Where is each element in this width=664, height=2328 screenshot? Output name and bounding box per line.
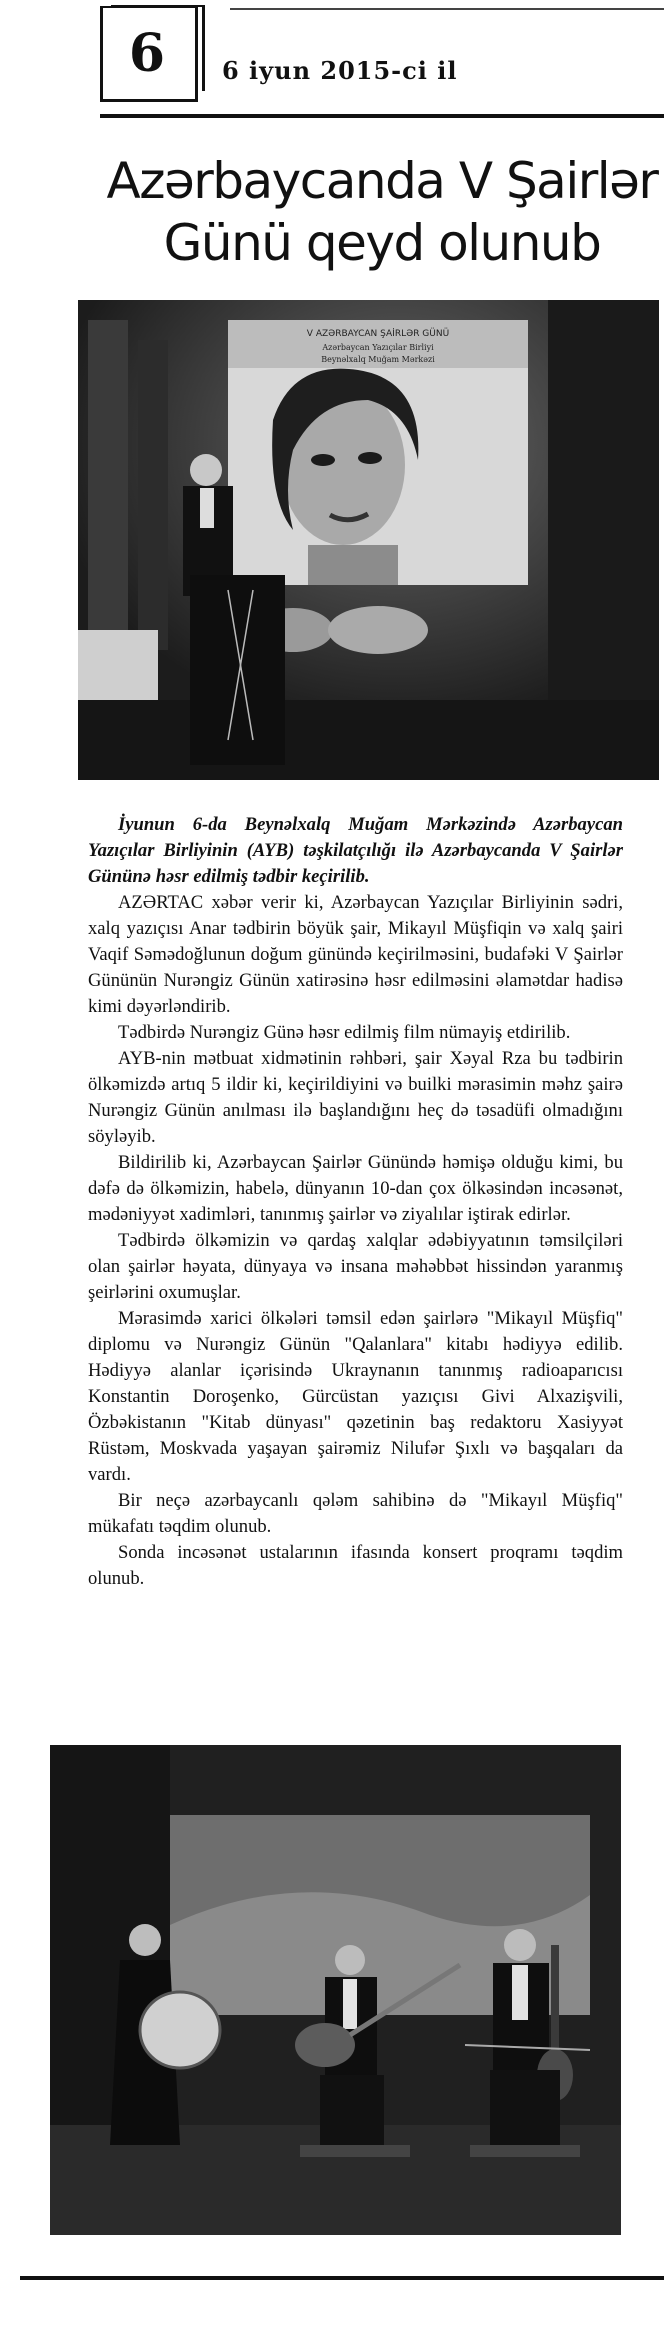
headline: [100, 150, 664, 274]
banner-subtitle-2: Beynəlxalq Muğam Mərkəzi: [321, 355, 435, 364]
banner-title: V AZƏRBAYCAN ŞAİRLƏR GÜNÜ: [306, 329, 450, 339]
article-paragraph: Sonda incəsənət ustalarının ifasında konsert proqramı təqdim olunub.: [88, 1542, 623, 1589]
article-paragraph: Mərasimdə xarici ölkələri təmsil edən şairlərə "Mikayıl Müşfiq" diplomu və Nurəngiz Günün "Qalanlara" kitabı hədiyyə edilib. Hədiyyə alanlar içərisində Ukraynanın tanınmış radioaparıcısı Konstantin Doroşenko, Gürcüstan yazıçısı Givi Alxazişvili, Özbəkistanın "Kitab dünyası" qəzetinin baş redaktoru Xasiyyət Rüstəm, Moskvada yaşayan şairəmiz Nilufər Şıxlı və başqaları da vardı.: [88, 1308, 623, 1485]
page-number: 6: [128, 23, 166, 84]
article-paragraph: AZƏRTAC xəbər verir ki, Azərbaycan Yazıçılar Birliyinin sədri, xalq yazıçısı Anar tədbirin böyük şair, Mikayıl Müşfiqin və xalq şairi Vaqif Səmədoğlunun doğum günündə keçirilməsini, budafəki V Şairlər Gününün Nurəngiz Günün xatirəsinə həsr edilməsini əlamətdar hadisə kimi dəyərləndirib.: [88, 892, 623, 1017]
headline-line-2: Günü qeyd olunub: [163, 214, 601, 272]
photo-concert: [50, 1745, 621, 2235]
ceremony-stage-image: [78, 300, 659, 780]
concert-image: [50, 1745, 621, 2235]
footer-rule: [20, 2276, 664, 2280]
article-lead: İyunun 6-da Beynəlxalq Muğam Mərkəzində Azərbaycan Yazıçılar Birliyinin (AYB) təşkilatçılığı ilə Azərbaycanda V Şairlər Gününə həsr edilmiş tədbir keçirilib.: [88, 814, 623, 887]
issue-date: 6 iyun 2015-ci il: [222, 56, 458, 85]
article-body: [88, 812, 623, 1592]
article-paragraph: Tədbirdə Nurəngiz Günə həsr edilmiş film nümayiş etdirilib.: [118, 1022, 571, 1043]
page-number-box: [100, 6, 198, 102]
article-paragraph: AYB-nin mətbuat xidmətinin rəhbəri, şair Xəyal Rza bu tədbirin ölkəmizdə artıq 5 ildir ki, keçirildiyini və builki mərasimin məhz şairə Nurəngiz Günün anılması ilə başlandığını heç də təsadüfi olmadığını söyləyib.: [88, 1048, 623, 1147]
headline-line-1: Azərbaycanda V Şairlər: [106, 152, 658, 210]
article-paragraph: Tədbirdə ölkəmizin və qardaş xalqlar ədəbiyyatının təmsilçiləri olan şairlər həyata, dünyaya və insana məhəbbət hissindən yaranmış şeirlərini oxumuşlar.: [88, 1230, 623, 1303]
banner-subtitle-1: Azərbaycan Yazıçılar Birliyi: [322, 343, 434, 352]
header-rule: [100, 114, 664, 118]
article-paragraph: Bir neçə azərbaycanlı qələm sahibinə də "Mikayıl Müşfiq" mükafatı təqdim olunub.: [88, 1490, 623, 1537]
photo-ceremony-stage: [78, 300, 659, 780]
header-top-rule: [230, 8, 664, 10]
article-paragraph: Bildirilib ki, Azərbaycan Şairlər Günündə həmişə olduğu kimi, bu dəfə də ölkəmizin, habelə, dünyanın 10-dan çox ölkəsindən incəsənət, mədəniyyət xadimləri, tanınmış şairlər və ziyalılar iştirak edirlər.: [88, 1152, 623, 1225]
